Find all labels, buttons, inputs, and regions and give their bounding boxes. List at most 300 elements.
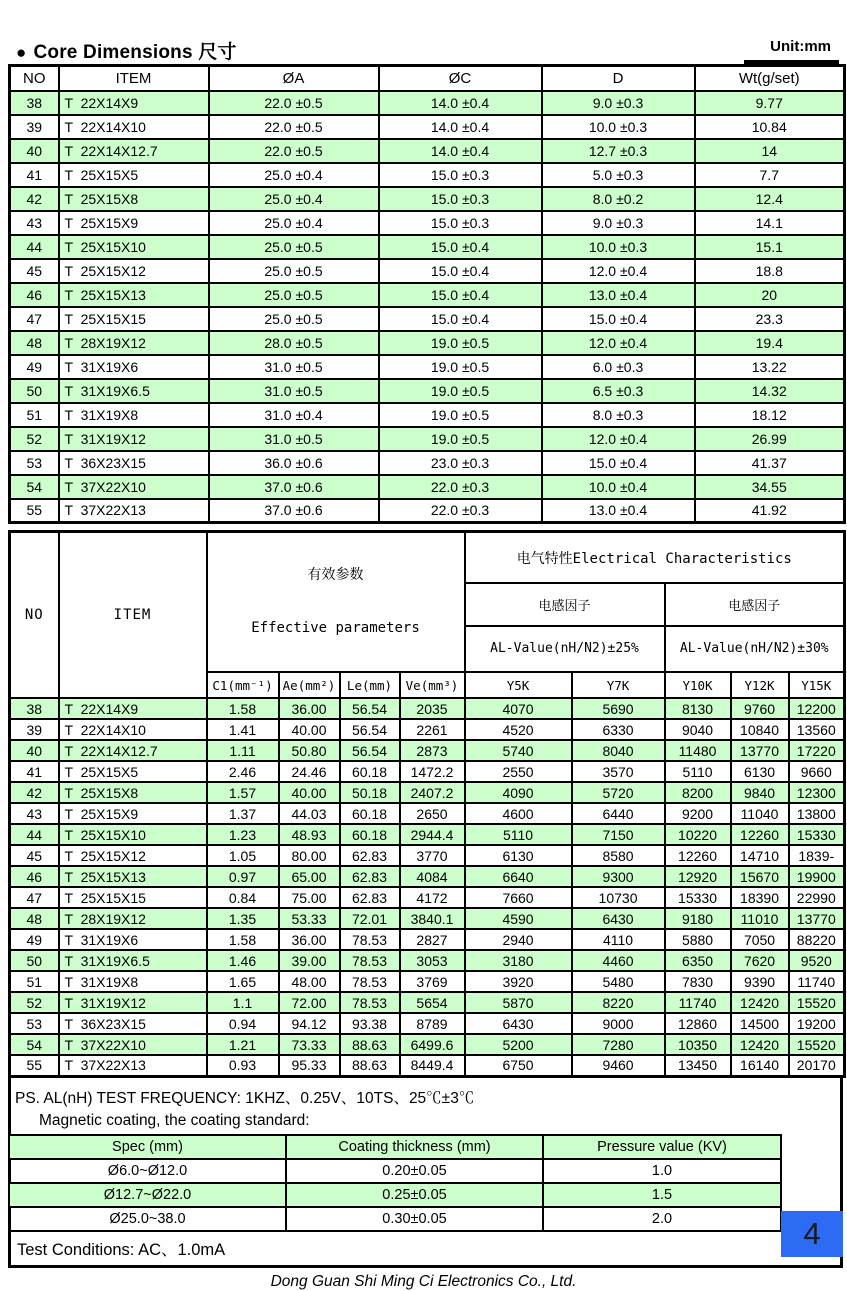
table-cell: 46	[10, 283, 59, 307]
table-cell: 12.0 ±0.4	[542, 331, 695, 355]
table-row	[10, 499, 845, 523]
table-cell: 12420	[731, 992, 789, 1013]
table-cell: 3920	[465, 971, 572, 992]
table-cell: 5654	[400, 992, 465, 1013]
table-cell: 12200	[789, 698, 845, 719]
table-cell: 7660	[465, 887, 572, 908]
table-cell: 73.33	[279, 1034, 340, 1055]
table-cell: 1.5	[543, 1183, 781, 1207]
table-cell: 56.54	[340, 698, 400, 719]
table-cell: 1.11	[207, 740, 279, 761]
table-cell: 15520	[789, 1034, 845, 1055]
table-cell: 22.0 ±0.3	[379, 499, 542, 523]
table-cell: 17220	[789, 740, 845, 761]
table-cell: 39	[10, 115, 59, 139]
table-cell: 4460	[572, 950, 665, 971]
table-header-cell: ITEM	[59, 66, 209, 91]
table-cell: T 36X23X15	[59, 451, 209, 475]
table-cell: 19200	[789, 1013, 845, 1034]
table-cell: 15.1	[695, 235, 845, 259]
table-header-cell: ØC	[379, 66, 542, 91]
table-cell: 22990	[789, 887, 845, 908]
table-cell: 9000	[572, 1013, 665, 1034]
table-row	[10, 740, 845, 761]
table-cell: 1.58	[207, 698, 279, 719]
table-cell: Ø6.0~Ø12.0	[9, 1159, 286, 1183]
table-cell: 9840	[731, 782, 789, 803]
table-cell: 78.53	[340, 992, 400, 1013]
table-row	[10, 259, 845, 283]
table-cell: 2.0	[543, 1207, 781, 1231]
table-cell: 51	[10, 403, 59, 427]
table-cell: 37.0 ±0.6	[209, 499, 379, 523]
table-cell: 19.4	[695, 331, 845, 355]
table-cell: 10.0 ±0.3	[542, 235, 695, 259]
table-cell: T 25X15X12	[59, 259, 209, 283]
table-cell: 12300	[789, 782, 845, 803]
table-cell: T 22X14X12.7	[59, 139, 209, 163]
table-cell: 2035	[400, 698, 465, 719]
table-cell: 5870	[465, 992, 572, 1013]
table-cell: 25.0 ±0.5	[209, 307, 379, 331]
table-row	[10, 235, 845, 259]
table-row	[10, 283, 845, 307]
table-cell: 15.0 ±0.4	[379, 259, 542, 283]
table-cell: 0.30±0.05	[286, 1207, 543, 1231]
table-cell: 6440	[572, 803, 665, 824]
table-cell: 46	[10, 866, 59, 887]
table-header-cell: D	[542, 66, 695, 91]
table-cell: 39	[10, 719, 59, 740]
table-cell: T 25X15X12	[59, 845, 207, 866]
table-cell: 31.0 ±0.5	[209, 427, 379, 451]
table-cell: 36.00	[279, 698, 340, 719]
table-cell: 9390	[731, 971, 789, 992]
table-cell: 3769	[400, 971, 465, 992]
table-cell: 18.12	[695, 403, 845, 427]
table-cell: 13.0 ±0.4	[542, 283, 695, 307]
table-row	[10, 187, 845, 211]
page-number-badge: 4	[781, 1211, 843, 1257]
table-cell: 8580	[572, 845, 665, 866]
table-cell: 15.0 ±0.3	[379, 187, 542, 211]
table-cell: 12.0 ±0.4	[542, 259, 695, 283]
table-cell: T 25X15X9	[59, 803, 207, 824]
table-cell: 94.12	[279, 1013, 340, 1034]
table-cell: 23.3	[695, 307, 845, 331]
table-cell: 0.93	[207, 1055, 279, 1076]
table-cell: 4084	[400, 866, 465, 887]
table-cell: 9.0 ±0.3	[542, 91, 695, 115]
table-cell: 19.0 ±0.5	[379, 427, 542, 451]
table-cell: 40	[10, 740, 59, 761]
table-cell: T 22X14X9	[59, 91, 209, 115]
table-cell: 12.0 ±0.4	[542, 427, 695, 451]
table-cell: 37.0 ±0.6	[209, 475, 379, 499]
table-cell: 6499.6	[400, 1034, 465, 1055]
table-cell: 22.0 ±0.5	[209, 139, 379, 163]
table-cell: 10840	[731, 719, 789, 740]
table-cell: 47	[10, 887, 59, 908]
table-cell: 4600	[465, 803, 572, 824]
table-cell: 9.0 ±0.3	[542, 211, 695, 235]
table-cell: 8130	[665, 698, 731, 719]
table-cell: 48.93	[279, 824, 340, 845]
table-cell: 95.33	[279, 1055, 340, 1076]
page-title-text: Core Dimensions 尺寸	[33, 42, 237, 63]
table-cell: 15330	[789, 824, 845, 845]
table-cell: 9760	[731, 698, 789, 719]
table-cell: 41.92	[695, 499, 845, 523]
table-cell: 6640	[465, 866, 572, 887]
table-cell: 24.46	[279, 761, 340, 782]
table-cell: 6.5 ±0.3	[542, 379, 695, 403]
table-row	[10, 91, 845, 115]
table-cell: 3180	[465, 950, 572, 971]
table-header-cell: 电感因子	[465, 583, 665, 626]
table-row	[10, 355, 845, 379]
table-cell: 60.18	[340, 803, 400, 824]
table-cell: 20170	[789, 1055, 845, 1076]
table-cell: 14	[695, 139, 845, 163]
table-cell: 44	[10, 824, 59, 845]
table-cell: 4172	[400, 887, 465, 908]
table-cell: 2550	[465, 761, 572, 782]
table-cell: T 25X15X8	[59, 187, 209, 211]
table-cell: 1.65	[207, 971, 279, 992]
table-cell: 93.38	[340, 1013, 400, 1034]
table-cell: 10.84	[695, 115, 845, 139]
table-cell: 0.94	[207, 1013, 279, 1034]
table-cell: 11740	[665, 992, 731, 1013]
table-cell: 7050	[731, 929, 789, 950]
table-cell: 5200	[465, 1034, 572, 1055]
table-row	[10, 1013, 845, 1034]
table-cell: 16140	[731, 1055, 789, 1076]
table-row	[10, 427, 845, 451]
table-cell: 15.0 ±0.4	[542, 307, 695, 331]
table-cell: 40	[10, 139, 59, 163]
table-header-cell: Y7K	[572, 672, 665, 698]
table-cell: 80.00	[279, 845, 340, 866]
table-cell: 43	[10, 803, 59, 824]
table-cell: 88.63	[340, 1055, 400, 1076]
table-header-cell: Ve(mm³)	[400, 672, 465, 698]
table-cell: 2261	[400, 719, 465, 740]
table-cell: 31.0 ±0.5	[209, 379, 379, 403]
table-cell: 49	[10, 929, 59, 950]
table-cell: 62.83	[340, 845, 400, 866]
table-header-cell: Y15K	[789, 672, 845, 698]
table-cell: T 25X15X15	[59, 887, 207, 908]
table-row	[10, 950, 845, 971]
table-cell: 8200	[665, 782, 731, 803]
table-row	[10, 1034, 845, 1055]
table-cell: 12.4	[695, 187, 845, 211]
table-cell: 53	[10, 1013, 59, 1034]
table-cell: 78.53	[340, 971, 400, 992]
table-cell: T 31X19X6.5	[59, 950, 207, 971]
table-cell: T 25X15X8	[59, 782, 207, 803]
table-cell: 48.00	[279, 971, 340, 992]
table-header-cell: AL-Value(nH/N2)±30%	[665, 626, 845, 672]
table-cell: T 22X14X10	[59, 115, 209, 139]
table-cell: T 37X22X13	[59, 1055, 207, 1076]
table-cell: 10.0 ±0.3	[542, 115, 695, 139]
table-cell: 42	[10, 782, 59, 803]
table-cell: 1.21	[207, 1034, 279, 1055]
table-cell: 88.63	[340, 1034, 400, 1055]
table-cell: 53.33	[279, 908, 340, 929]
table-cell: 25.0 ±0.5	[209, 283, 379, 307]
table-cell: 41	[10, 761, 59, 782]
table-cell: 1839-	[789, 845, 845, 866]
table-cell: 7620	[731, 950, 789, 971]
table-cell: 75.00	[279, 887, 340, 908]
table-cell: 6430	[465, 1013, 572, 1034]
table-cell: 19.0 ±0.5	[379, 379, 542, 403]
table-cell: 15670	[731, 866, 789, 887]
table-cell: 12260	[731, 824, 789, 845]
table-cell: 44.03	[279, 803, 340, 824]
table-cell: 10730	[572, 887, 665, 908]
table-cell: 19900	[789, 866, 845, 887]
table-cell: 15.0 ±0.4	[379, 307, 542, 331]
table-cell: 40.00	[279, 782, 340, 803]
table-cell: 5720	[572, 782, 665, 803]
table-row	[10, 115, 845, 139]
table-cell: 7.7	[695, 163, 845, 187]
table-cell: 62.83	[340, 887, 400, 908]
table-header-cell: 电气特性Electrical Characteristics	[465, 532, 845, 584]
table-cell: 8.0 ±0.3	[542, 403, 695, 427]
table-row	[10, 929, 845, 950]
table-cell: 8449.4	[400, 1055, 465, 1076]
table-cell: 8040	[572, 740, 665, 761]
table-cell: 1.37	[207, 803, 279, 824]
table-cell: 10220	[665, 824, 731, 845]
table-cell: 55	[10, 1055, 59, 1076]
table-cell: 50.80	[279, 740, 340, 761]
table-header-cell: Pressure value (KV)	[543, 1135, 781, 1159]
table-cell: 11480	[665, 740, 731, 761]
table-cell: 15.0 ±0.4	[379, 235, 542, 259]
table-cell: 15.0 ±0.3	[379, 211, 542, 235]
table-cell: 0.84	[207, 887, 279, 908]
table-cell: 7150	[572, 824, 665, 845]
table-cell: 10.0 ±0.4	[542, 475, 695, 499]
table-row	[10, 451, 845, 475]
table-row	[10, 992, 845, 1013]
table-cell: Ø25.0~38.0	[9, 1207, 286, 1231]
table-cell: T 31X19X12	[59, 992, 207, 1013]
table-cell: T 28X19X12	[59, 908, 207, 929]
table-cell: 6130	[731, 761, 789, 782]
table-cell: 12.7 ±0.3	[542, 139, 695, 163]
table-cell: T 25X15X5	[59, 163, 209, 187]
table-cell: 7280	[572, 1034, 665, 1055]
table-cell: 6750	[465, 1055, 572, 1076]
table-cell: 41	[10, 163, 59, 187]
coating-note: Magnetic coating, the coating standard:	[39, 1111, 310, 1129]
table-cell: 31.0 ±0.5	[209, 355, 379, 379]
table-cell: 4110	[572, 929, 665, 950]
table-cell: 13450	[665, 1055, 731, 1076]
table-cell: 22.0 ±0.3	[379, 475, 542, 499]
table-cell: 7830	[665, 971, 731, 992]
table-cell: T 25X15X13	[59, 866, 207, 887]
table-cell: 4590	[465, 908, 572, 929]
table-cell: 2.46	[207, 761, 279, 782]
table-row	[10, 971, 845, 992]
table-cell: 8789	[400, 1013, 465, 1034]
table-cell: T 31X19X8	[59, 971, 207, 992]
table-cell: 6130	[465, 845, 572, 866]
table-cell: 9520	[789, 950, 845, 971]
table-cell: T 31X19X6	[59, 929, 207, 950]
unit-label: Unit:mm	[744, 38, 839, 64]
table-header-cell: Y10K	[665, 672, 731, 698]
table-header-cell: 电感因子	[665, 583, 845, 626]
table-cell: 13770	[731, 740, 789, 761]
table-cell: 5110	[465, 824, 572, 845]
table-row	[9, 1159, 781, 1183]
table-cell: 88220	[789, 929, 845, 950]
table-cell: 1.58	[207, 929, 279, 950]
ps-note: PS. AL(nH) TEST FREQUENCY: 1KHZ、0.25V、10TS、25℃±3℃	[15, 1089, 475, 1107]
table-cell: 56.54	[340, 719, 400, 740]
parameters-table	[8, 530, 846, 1078]
table-header-row	[10, 66, 845, 91]
table-cell: 39.00	[279, 950, 340, 971]
table-row	[10, 379, 845, 403]
table-header-row	[10, 532, 845, 584]
table-cell: 2650	[400, 803, 465, 824]
page-title	[16, 37, 237, 64]
table-cell: 6350	[665, 950, 731, 971]
table-header-cell: C1(mm⁻¹)	[207, 672, 279, 698]
table-cell: 1.05	[207, 845, 279, 866]
table-cell: 15520	[789, 992, 845, 1013]
table-cell: 12860	[665, 1013, 731, 1034]
table-cell: 3053	[400, 950, 465, 971]
table-header-cell: Wt(g/set)	[695, 66, 845, 91]
table-cell: 18.8	[695, 259, 845, 283]
table-row	[10, 163, 845, 187]
table-cell: 3570	[572, 761, 665, 782]
table-cell: 54	[10, 1034, 59, 1055]
table-cell: 5480	[572, 971, 665, 992]
table-cell: 0.25±0.05	[286, 1183, 543, 1207]
table-cell: 72.00	[279, 992, 340, 1013]
table-cell: 12920	[665, 866, 731, 887]
table-header-cell: Le(mm)	[340, 672, 400, 698]
table-cell: 15.0 ±0.4	[542, 451, 695, 475]
table-header-cell: Coating thickness (mm)	[286, 1135, 543, 1159]
table-cell: 44	[10, 235, 59, 259]
table-cell: 18390	[731, 887, 789, 908]
table-cell: T 37X22X13	[59, 499, 209, 523]
table-cell: 34.55	[695, 475, 845, 499]
table-cell: Ø12.7~Ø22.0	[9, 1183, 286, 1207]
test-conditions: Test Conditions: AC、1.0mA	[17, 1240, 226, 1259]
table-cell: T 25X15X9	[59, 211, 209, 235]
table-row	[10, 887, 845, 908]
table-cell: 45	[10, 259, 59, 283]
table-cell: 5690	[572, 698, 665, 719]
table-cell: 52	[10, 427, 59, 451]
table-header-cell: Ae(mm²)	[279, 672, 340, 698]
table-cell: 22.0 ±0.5	[209, 115, 379, 139]
table-cell: T 25X15X10	[59, 824, 207, 845]
table-cell: 43	[10, 211, 59, 235]
table-cell: 78.53	[340, 929, 400, 950]
table-cell: 1472.2	[400, 761, 465, 782]
table-cell: 42	[10, 187, 59, 211]
table-cell: 12260	[665, 845, 731, 866]
table-cell: 1.46	[207, 950, 279, 971]
table-cell: 38	[10, 91, 59, 115]
effective-parameters-cn: 有效参数	[307, 567, 364, 583]
table-cell: 25.0 ±0.4	[209, 211, 379, 235]
table-cell: 52	[10, 992, 59, 1013]
table-cell: T 31X19X8	[59, 403, 209, 427]
table-cell: 38	[10, 698, 59, 719]
table-cell: 48	[10, 331, 59, 355]
table-cell: T 25X15X13	[59, 283, 209, 307]
table-header-cell: Spec (mm)	[9, 1135, 286, 1159]
table-cell: 60.18	[340, 824, 400, 845]
table-row	[10, 211, 845, 235]
table-cell: 9.77	[695, 91, 845, 115]
table-cell: 14.0 ±0.4	[379, 115, 542, 139]
bullet-icon: ●	[16, 43, 27, 62]
table-cell: 5.0 ±0.3	[542, 163, 695, 187]
table-cell: 6330	[572, 719, 665, 740]
table-cell: T 37X22X10	[59, 475, 209, 499]
table-cell: 41.37	[695, 451, 845, 475]
table-header-cell: ØA	[209, 66, 379, 91]
table-cell: 9180	[665, 908, 731, 929]
table-cell: 48	[10, 908, 59, 929]
table-cell: T 22X14X10	[59, 719, 207, 740]
notes-box	[8, 1078, 843, 1268]
table-cell: 3770	[400, 845, 465, 866]
table-row	[10, 139, 845, 163]
table-cell: 13560	[789, 719, 845, 740]
table-header-cell: ITEM	[59, 532, 207, 699]
table-cell: 5740	[465, 740, 572, 761]
table-cell: 1.23	[207, 824, 279, 845]
table-row	[10, 908, 845, 929]
table-row	[10, 782, 845, 803]
table-cell: 0.97	[207, 866, 279, 887]
table-row	[10, 803, 845, 824]
table-cell: 26.99	[695, 427, 845, 451]
table-cell: 25.0 ±0.4	[209, 163, 379, 187]
table-cell: T 22X14X12.7	[59, 740, 207, 761]
table-cell: 5110	[665, 761, 731, 782]
table-cell: 78.53	[340, 950, 400, 971]
table-header-cell	[207, 532, 465, 673]
table-row	[10, 698, 845, 719]
table-cell: T 25X15X15	[59, 307, 209, 331]
table-cell: T 31X19X6	[59, 355, 209, 379]
table-cell: 53	[10, 451, 59, 475]
table-cell: 51	[10, 971, 59, 992]
table-cell: 11040	[731, 803, 789, 824]
table-cell: 8220	[572, 992, 665, 1013]
